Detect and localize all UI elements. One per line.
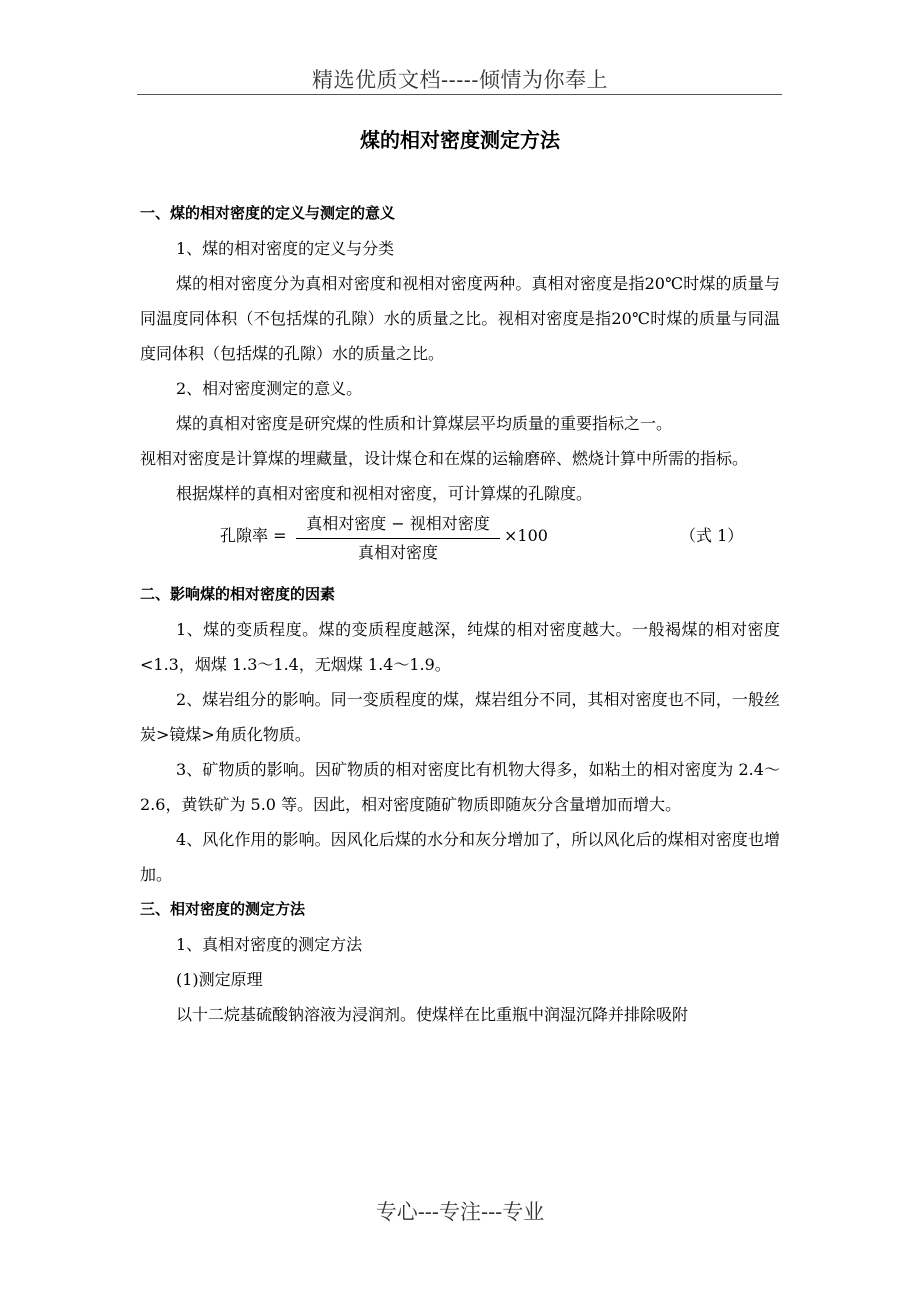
section-2-heading: 二、影响煤的相对密度的因素 — [140, 585, 336, 603]
section-1-subheading-2: 2、相对密度测定的意义。 — [176, 379, 363, 398]
section-3-subheading-1: 1、真相对密度的测定方法 — [176, 935, 363, 954]
section-1-paragraph-2a: 煤的真相对密度是研究煤的性质和计算煤层平均质量的重要指标之一。 — [176, 414, 673, 433]
section-1-paragraph-1: 煤的相对密度分为真相对密度和视相对密度两种。真相对密度是指20℃时煤的质量与同温度同体积（不包括煤的孔隙）水的质量之比。视相对密度是指20℃时煤的质量与同温度同体积（包括煤的孔隙）水的质量之比。 — [140, 274, 780, 363]
section-2-item: 1、煤的变质程度。煤的变质程度越深，纯煤的相对密度越大。一般褐煤的相对密度<1.3，烟煤 1.3～1.4，无烟煤 1.4～1.9。 — [140, 620, 780, 674]
formula-fraction — [296, 513, 500, 564]
section-1-heading: 一、煤的相对密度的定义与测定的意义 — [140, 204, 396, 222]
page-footer: 专心---专注---专业 — [375, 1200, 545, 1224]
formula-lhs: 孔隙率 = — [220, 526, 287, 545]
formula-tag: （式 1） — [680, 526, 744, 545]
page-header: 精选优质文档-----倾情为你奉上 — [312, 68, 608, 92]
document-body — [140, 196, 780, 1032]
section-3-paragraph-1: 以十二烷基硫酸钠溶液为浸润剂。使煤样在比重瓶中润湿沉降并排除吸附 — [176, 1005, 689, 1024]
formula-denominator: 真相对密度 — [357, 543, 438, 562]
porosity-formula — [140, 513, 780, 571]
formula-rhs: ×100 — [504, 526, 548, 545]
formula-numerator: 真相对密度 − 视相对密度 — [296, 513, 500, 539]
document-title: 煤的相对密度测定方法 — [360, 128, 560, 152]
section-1-paragraph-3: 根据煤样的真相对密度和视相对密度，可计算煤的孔隙度。 — [176, 484, 593, 503]
section-2-item: 2、煤岩组分的影响。同一变质程度的煤，煤岩组分不同，其相对密度也不同，一般丝炭>镜煤>角质化物质。 — [140, 690, 780, 744]
section-1-subheading-1: 1、煤的相对密度的定义与分类 — [176, 239, 395, 258]
section-2-item: 4、风化作用的影响。因风化后煤的水分和灰分增加了，所以风化后的煤相对密度也增加。 — [140, 830, 780, 884]
section-3-heading: 三、相对密度的测定方法 — [140, 900, 306, 918]
section-2-item: 3、矿物质的影响。因矿物质的相对密度比有机物大得多，如粘土的相对密度为 2.4～2.6，黄铁矿为 5.0 等。因此，相对密度随矿物质即随灰分含量增加而增大。 — [140, 760, 780, 814]
section-3-subheading-1a: (1)测定原理 — [176, 970, 263, 989]
header-divider — [137, 94, 782, 95]
section-1-paragraph-2b: 视相对密度是计算煤的埋藏量，设计煤仓和在煤的运输磨碎、燃烧计算中所需的指标。 — [140, 449, 749, 468]
